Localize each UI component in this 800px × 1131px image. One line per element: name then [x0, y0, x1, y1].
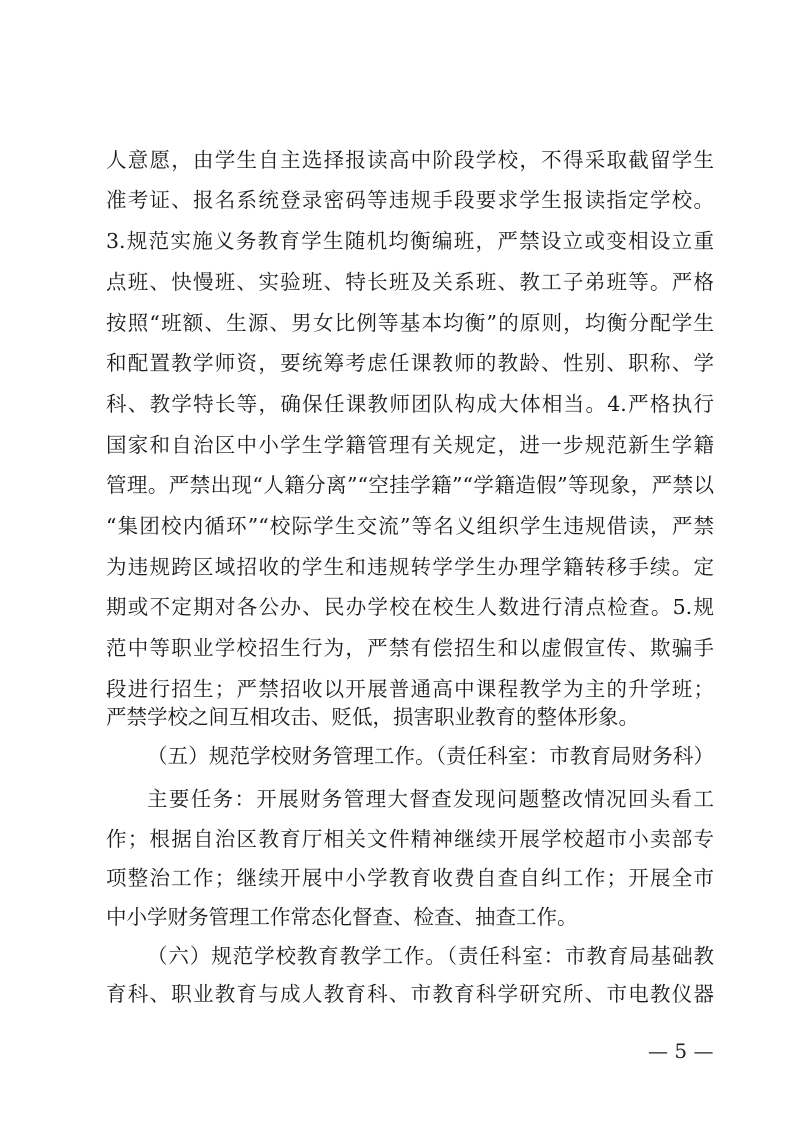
text-line-8: 国家和自治区中小学生学籍管理有关规定，进一步规范新生学籍: [106, 433, 714, 457]
text-line-9: 管理。严禁出现“人籍分离”“空挂学籍”“学籍造假”等现象，严禁以: [106, 473, 714, 497]
text-line-18: 作；根据自治区教育厅相关文件精神继续开展学校超市小卖部专: [106, 827, 714, 851]
text-line-5: 按照“班额、生源、男女比例等基本均衡”的原则，均衡分配学生: [106, 311, 714, 335]
text-line-4: 点班、快慢班、实验班、特长班及关系班、教工子弟班等。严格: [106, 270, 714, 294]
section-heading-6: （六）规范学校教育教学工作。（责任科室：市教育局基础教: [147, 944, 714, 968]
text-line-12: 期或不定期对各公办、民办学校在校生人数进行清点检查。5.规: [106, 595, 714, 619]
text-line-13: 范中等职业学校招生行为，严禁有偿招生和以虚假宣传、欺骗手: [106, 636, 714, 660]
text-line-17: 主要任务：开展财务管理大督查发现问题整改情况回头看工: [147, 787, 714, 811]
text-line-14: 段进行招生；严禁招收以开展普通高中课程教学为主的升学班；: [106, 677, 714, 701]
text-line-11: 为违规跨区域招收的学生和违规转学学生办理学籍转移手续。定: [106, 555, 714, 579]
text-line-22: 育科、职业教育与成人教育科、市教育科学研究所、市电教仪器: [106, 982, 714, 1006]
section-heading-5: （五）规范学校财务管理工作。（责任科室：市教育局财务科）: [147, 744, 714, 768]
text-line-15: 严禁学校之间互相攻击、贬低，损害职业教育的整体形象。: [106, 705, 639, 729]
text-line-3: 3.规范实施义务教育学生随机均衡编班，严禁设立或变相设立重: [106, 229, 714, 253]
text-line-6: 和配置教学师资，要统筹考虑任课教师的教龄、性别、职称、学: [106, 351, 714, 375]
text-line-20: 中小学财务管理工作常态化督查、检查、抽查工作。: [106, 905, 578, 929]
text-line-1: 人意愿，由学生自主选择报读高中阶段学校，不得采取截留学生: [106, 148, 714, 172]
text-line-19: 项整治工作；继续开展中小学教育收费自查自纠工作；开展全市: [106, 866, 714, 890]
page-number: — 5 —: [648, 1039, 714, 1063]
text-line-2: 准考证、报名系统登录密码等违规手段要求学生报读指定学校。: [106, 188, 714, 212]
text-line-7: 科、教学特长等，确保任课教师团队构成大体相当。4.严格执行: [106, 392, 714, 416]
text-line-10: “集团校内循环”“校际学生交流”等名义组织学生违规借读，严禁: [106, 514, 714, 538]
